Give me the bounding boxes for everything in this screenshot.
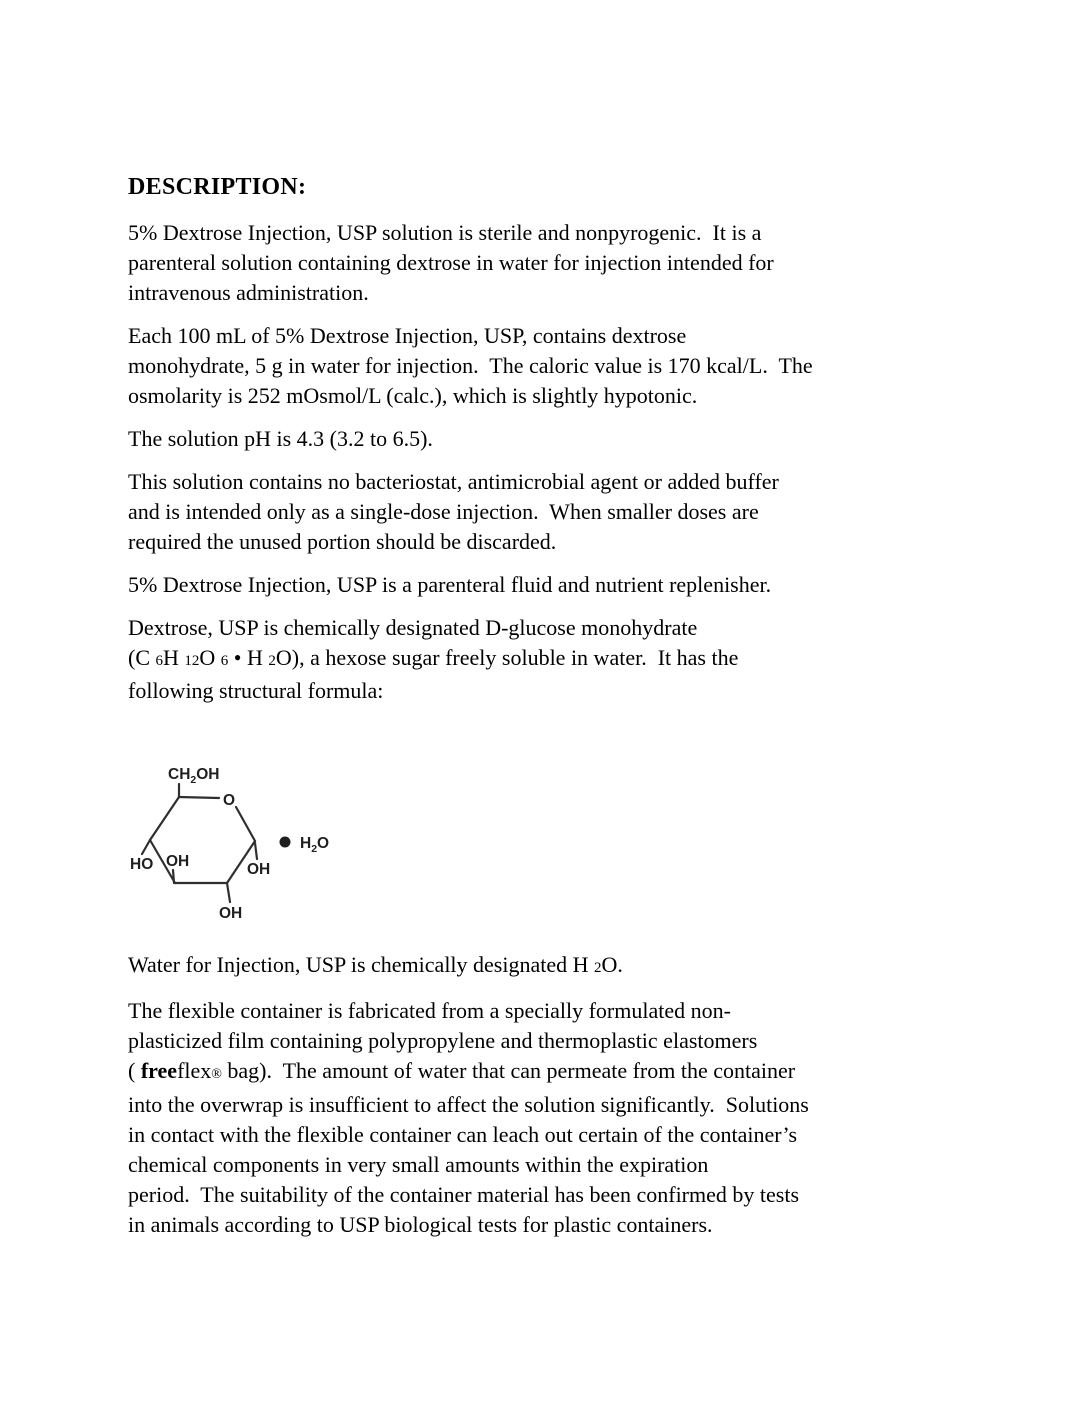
paragraph-flexible-container <box>128 996 988 1240</box>
text-line: in contact with the flexible container can leach out certain of the container’s <box>128 1122 798 1147</box>
formula-subscript: 2 <box>268 653 276 669</box>
formula-segment: • H <box>228 645 269 670</box>
ho-left-label: HO <box>130 856 154 873</box>
text-line: parenteral solution containing dextrose in water for injection intended for <box>128 250 774 275</box>
text-line: Each 100 mL of 5% Dextrose Injection, USP, contains dextrose <box>128 323 687 348</box>
hydrate-dot <box>280 837 291 848</box>
paragraph-composition <box>128 321 988 411</box>
text-line: Dextrose, USP is chemically designated D-glucose monohydrate <box>128 615 698 640</box>
bond-ho-left <box>142 840 150 854</box>
formula-segment: (C <box>128 645 156 670</box>
ring-bond <box>236 807 255 841</box>
oh-inner-label: OH <box>166 853 190 870</box>
formula-subscript: 6 <box>220 653 229 669</box>
formula-subscript: 2 <box>594 960 602 976</box>
text-line: chemical components in very small amounts within the expiration <box>128 1152 709 1177</box>
paragraph-water-for-injection <box>128 950 988 983</box>
bond-oh-bottom <box>227 883 230 902</box>
formula-subscript: 12 <box>184 653 200 669</box>
h2o-label: $H_2O$ <box>300 835 330 855</box>
document-content <box>128 172 988 1253</box>
text-segment: bag). The amount of water that can permeate from the container <box>221 1058 796 1083</box>
glucose-ring-svg <box>120 748 370 933</box>
text-line: following structural formula: <box>128 678 384 703</box>
text-line: osmolarity is 252 mOsmol/L (calc.), which is slightly hypotonic. <box>128 383 698 408</box>
text-segment: O. <box>601 952 623 977</box>
freeflex-brand: flex <box>177 1058 212 1083</box>
ring-oxygen-label: O <box>223 792 236 809</box>
formula-segment: O), a hexose sugar freely soluble in water. It has the <box>275 645 739 670</box>
text-line: monohydrate, 5 g in water for injection. The caloric value is 170 kcal/L. The <box>128 353 813 378</box>
text-line: The flexible container is fabricated from a specially formulated non- <box>128 998 731 1023</box>
ring-bond <box>150 797 179 840</box>
text-line: 5% Dextrose Injection, USP solution is sterile and nonpyrogenic. It is a <box>128 220 762 245</box>
paragraph-ph <box>128 424 988 454</box>
ring-bond <box>179 797 219 798</box>
registered-trademark-symbol: ® <box>211 1067 222 1082</box>
text-line: 5% Dextrose Injection, USP is a parenteral fluid and nutrient replenisher. <box>128 572 772 597</box>
bond-oh-inner <box>173 870 174 883</box>
bond-oh-right <box>255 843 257 859</box>
freeflex-brand-bold: free <box>140 1058 178 1083</box>
text-line: This solution contains no bacteriostat, antimicrobial agent or added buffer <box>128 469 779 494</box>
formula-segment: O <box>199 645 221 670</box>
text-line: into the overwrap is insufficient to affect the solution significantly. Solutions <box>128 1092 809 1117</box>
paragraph-replenisher <box>128 570 988 600</box>
paragraph-single-dose <box>128 467 988 557</box>
description-heading: DESCRIPTION: <box>128 174 307 200</box>
paragraph-intro <box>128 218 988 308</box>
text-line: in animals according to USP biological tests for plastic containers. <box>128 1212 713 1237</box>
text-line: intravenous administration. <box>128 280 369 305</box>
text-line: and is intended only as a single-dose injection. When smaller doses are <box>128 499 759 524</box>
text-line: plasticized film containing polypropylene and thermoplastic elastomers <box>128 1028 758 1053</box>
chem-structure-diagram <box>120 748 988 938</box>
formula-subscript: 6 <box>155 653 163 669</box>
paragraph-dextrose-chemistry <box>128 613 988 706</box>
ch2oh-label: $CH_2OH$ <box>168 766 220 786</box>
text-line-freeflex <box>128 1056 988 1090</box>
text-line: period. The suitability of the container material has been confirmed by tests <box>128 1182 799 1207</box>
text-line: required the unused portion should be discarded. <box>128 529 557 554</box>
formula-segment: H <box>163 645 185 670</box>
text-segment: ( <box>128 1058 141 1083</box>
oh-bottom-label: OH <box>219 905 243 922</box>
text-line-chemical-formula <box>128 643 988 676</box>
text-line-h2o <box>128 950 988 983</box>
text-segment: Water for Injection, USP is chemically designated H <box>128 952 595 977</box>
oh-right-label: OH <box>247 861 271 878</box>
text-line: The solution pH is 4.3 (3.2 to 6.5). <box>128 426 433 451</box>
